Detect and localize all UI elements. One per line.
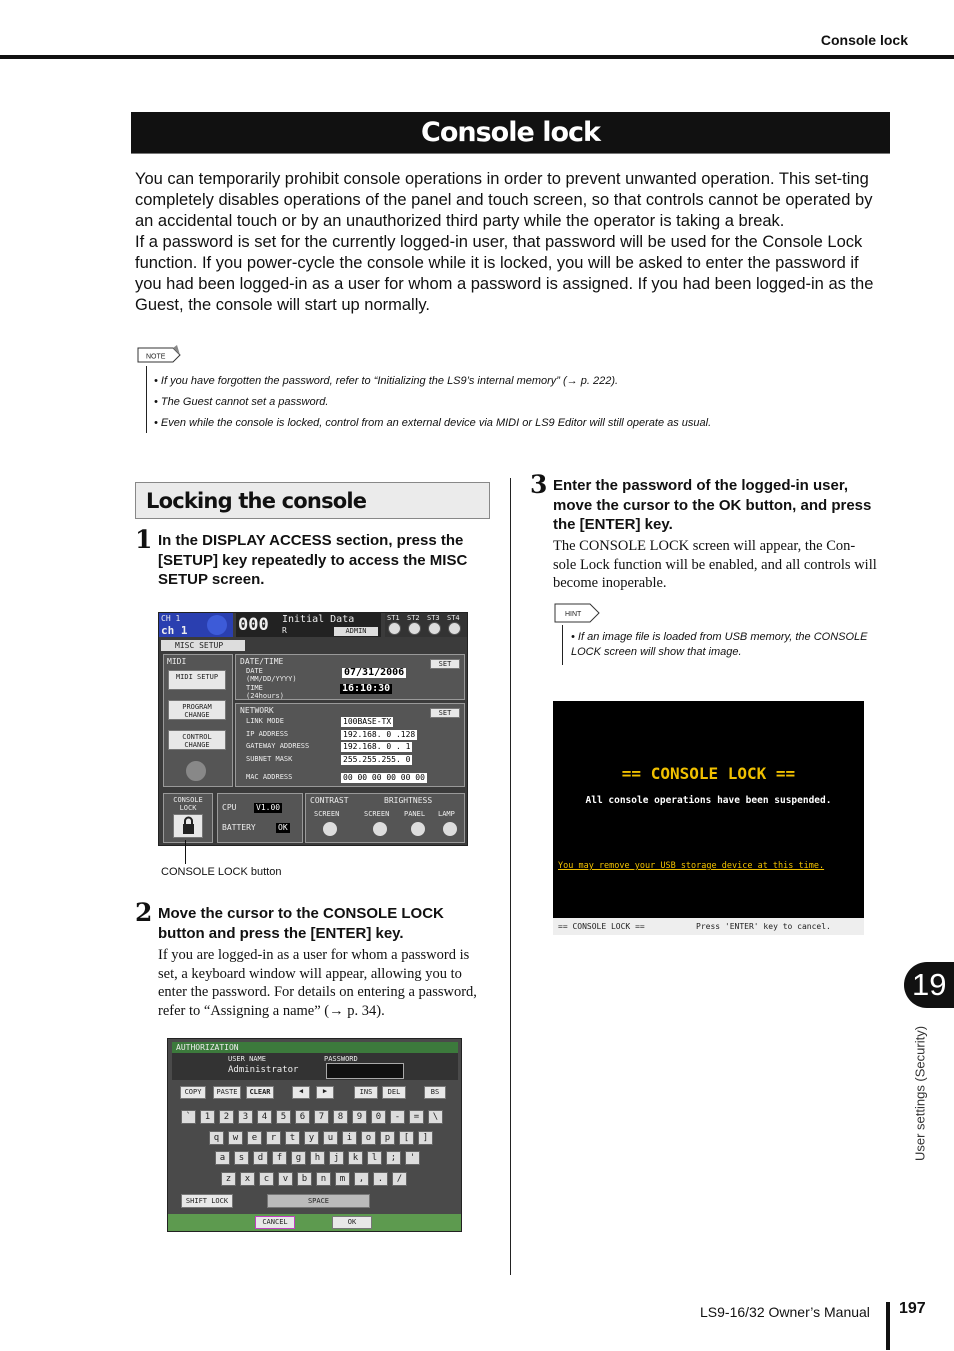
note-rule [146, 366, 147, 433]
st-knob[interactable] [388, 622, 401, 635]
hint-item: • If an image file is loaded from USB memory, the CONSOLE LOCK screen will show that image. [571, 631, 868, 658]
keyboard-key[interactable]: w [228, 1131, 243, 1145]
keyboard-key[interactable]: 9 [352, 1110, 367, 1124]
knob-label: LAMP [438, 810, 455, 818]
note-tag [137, 345, 181, 365]
page-number: 197 [899, 1300, 926, 1317]
st-label: ST4 [447, 614, 460, 622]
keyboard-key[interactable]: [ [399, 1131, 414, 1145]
section-heading: Locking the console [146, 489, 367, 513]
cpu-label: CPU [222, 803, 237, 812]
console-lock-button[interactable] [173, 814, 203, 838]
st-label: ST1 [387, 614, 400, 622]
knob-label: SCREEN [364, 810, 390, 818]
console-lock-title: == CONSOLE LOCK == [621, 764, 796, 783]
time-value[interactable]: 16:10:30 [342, 683, 391, 694]
brightness-label: BRIGHTNESS [384, 796, 433, 805]
net-row-value: 00 00 00 00 00 00 [343, 773, 425, 782]
ok-button[interactable]: OK [332, 1216, 372, 1229]
channel-number: CH 1 [161, 614, 181, 623]
network-set-button[interactable]: SET [430, 708, 460, 718]
hint-label: HINT [565, 611, 582, 618]
console-lock-label: CONSOLE LOCK [173, 796, 203, 812]
keyboard-key[interactable]: j [329, 1151, 344, 1165]
password-label: PASSWORD [324, 1055, 358, 1063]
keyboard-key[interactable]: y [304, 1131, 319, 1145]
datetime-set-button[interactable]: SET [430, 659, 460, 669]
keyboard-key[interactable]: / [392, 1172, 407, 1186]
datetime-panel [235, 654, 465, 700]
auth-title: AUTHORIZATION [172, 1042, 458, 1053]
st-label: ST3 [427, 614, 440, 622]
keyboard-key[interactable]: f [272, 1151, 287, 1165]
st-label: ST2 [407, 614, 420, 622]
keyboard-key[interactable]: r [266, 1131, 281, 1145]
keyboard-key[interactable]: a [215, 1151, 230, 1165]
net-row-label: LINK MODE [246, 717, 284, 725]
keyboard-key[interactable]: l [367, 1151, 382, 1165]
keyboard-key[interactable]: = [409, 1110, 424, 1124]
keyboard-key[interactable]: x [240, 1172, 255, 1186]
arrow-right-icon: ▶ [322, 1087, 328, 1095]
keyboard-key[interactable]: . [373, 1172, 388, 1186]
step-title: In the DISPLAY ACCESS section, press the [SETUP] key repeatedly to access the MISC SETUP screen. [158, 532, 468, 588]
console-lock-subtitle: All console operations have been suspended. [585, 795, 832, 806]
net-row-value[interactable]: 192.168. 0 .128 [343, 730, 416, 739]
knob-label: SCREEN [314, 810, 340, 818]
auth-footer [168, 1214, 461, 1231]
keyboard-key[interactable]: 3 [238, 1110, 253, 1124]
console-lock-screen [553, 701, 864, 935]
contrast-screen-knob[interactable] [322, 821, 338, 837]
note-item: • The Guest cannot set a password. [154, 396, 329, 408]
keyboard-key[interactable]: g [291, 1151, 306, 1165]
step-body: If you are logged-in as a user for whom a password is set, a keyboard window will appear, allowing you to enter the password. For details on entering a password, refer to “Assigning a name” (→ p. 34). [158, 947, 477, 1019]
step-number: 3 [530, 470, 548, 499]
chapter-number: 19 [912, 967, 947, 1002]
step-title: Enter the password of the logged-in user, move the cursor to the OK button, and press the [ENTER] key. [553, 477, 872, 533]
authorization-screen [167, 1038, 462, 1232]
scene-r: R [282, 626, 287, 635]
midi-knob[interactable] [185, 760, 207, 782]
keyboard-key[interactable]: v [278, 1172, 293, 1186]
keyboard-key[interactable]: e [247, 1131, 262, 1145]
net-row-label: SUBNET MASK [246, 755, 293, 763]
display-adjust-panel [305, 793, 465, 843]
keyboard-key[interactable]: 0 [371, 1110, 386, 1124]
channel-block [159, 613, 233, 637]
cancel-button[interactable]: CANCEL [255, 1216, 295, 1229]
date-label: DATE [246, 667, 263, 675]
space-button[interactable]: SPACE [267, 1194, 370, 1208]
keyboard-key[interactable]: c [259, 1172, 274, 1186]
status-right: Press 'ENTER' key to cancel. [696, 922, 831, 931]
keyboard-key[interactable]: n [316, 1172, 331, 1186]
keyboard-key[interactable]: - [390, 1110, 405, 1124]
note-label: NOTE [146, 353, 166, 361]
note-tag-icon [137, 345, 181, 365]
keyboard-key[interactable]: ' [405, 1151, 420, 1165]
keyboard-key[interactable]: 2 [219, 1110, 234, 1124]
keyboard-key[interactable]: 7 [314, 1110, 329, 1124]
program-change-button[interactable]: PROGRAM CHANGE [168, 700, 226, 720]
tab-misc-setup[interactable]: MISC SETUP [161, 640, 245, 651]
header-rule [0, 55, 954, 59]
figure-caption: CONSOLE LOCK button [161, 866, 282, 878]
note-item: • Even while the console is locked, control from an external device via MIDI or LS9 Editor will still operate as usual. [154, 417, 712, 429]
time-format: (24hours) [246, 692, 284, 700]
net-row-value[interactable]: 192.168. 0 . 1 [343, 742, 411, 751]
st-knob[interactable] [428, 622, 441, 635]
microphone-icon [207, 615, 227, 635]
brightness-panel-knob[interactable] [410, 821, 426, 837]
clear-button[interactable]: CLEAR [246, 1086, 274, 1099]
midi-setup-button[interactable]: MIDI SETUP [168, 670, 226, 690]
keyboard-key[interactable]: ` [181, 1110, 196, 1124]
net-row-label: IP ADDRESS [246, 730, 289, 738]
keyboard-key[interactable]: 4 [257, 1110, 272, 1124]
channel-name: ch 1 [161, 624, 188, 637]
date-value[interactable]: 07/31/2006 [344, 667, 405, 678]
cpu-value: V1.00 [256, 803, 281, 812]
hint-tag-icon [554, 601, 604, 625]
network-panel [235, 703, 465, 787]
usb-message: You may remove your USB storage device at this time. [558, 861, 825, 871]
keyboard-key[interactable]: z [221, 1172, 236, 1186]
keyboard-key[interactable]: 8 [333, 1110, 348, 1124]
chapter-tab [904, 962, 954, 1008]
keyboard-key[interactable]: 6 [295, 1110, 310, 1124]
keyboard-key[interactable]: o [361, 1131, 376, 1145]
net-row-label: MAC ADDRESS [246, 773, 293, 781]
ins-button[interactable]: INS [354, 1086, 378, 1099]
column-divider [510, 478, 511, 1275]
console-lock-panel [163, 793, 213, 843]
keyboard-key[interactable]: m [335, 1172, 350, 1186]
net-row-value[interactable]: 255.255.255. 0 [343, 755, 411, 764]
net-row-value[interactable]: 100BASE-TX [343, 717, 392, 726]
auth-fields [172, 1053, 458, 1080]
note-item: • If you have forgotten the password, refer to “Initializing the LS9’s internal memory” (→ p. 222). [154, 375, 619, 387]
keyboard-key[interactable]: 5 [276, 1110, 291, 1124]
lock-icon [174, 815, 202, 837]
network-label: NETWORK [240, 706, 274, 715]
scene-name: Initial Data [282, 614, 355, 625]
keyboard-key[interactable]: d [253, 1151, 268, 1165]
user-name-value: Administrator [228, 1065, 299, 1075]
brightness-lamp-knob[interactable] [442, 821, 458, 837]
knob-label: PANEL [404, 810, 426, 818]
hint-rule [562, 625, 563, 665]
keyboard-key[interactable]: p [380, 1131, 395, 1145]
keyboard-key[interactable]: b [297, 1172, 312, 1186]
footer-manual: LS9-16/32 Owner’s Manual [700, 1304, 870, 1320]
time-label: TIME [246, 684, 263, 692]
shift-lock-button[interactable]: SHIFT LOCK [181, 1194, 233, 1208]
console-lock-status-bar [553, 918, 864, 935]
note-list [154, 371, 874, 434]
arrow-left-icon: ◀ [298, 1087, 304, 1095]
keyboard-key[interactable]: , [354, 1172, 369, 1186]
paste-button[interactable]: PASTE [213, 1086, 241, 1099]
step-body: The CONSOLE LOCK screen will appear, the Con-sole Lock function will be enabled, and all controls will become inoperable. [553, 538, 877, 591]
midi-panel [163, 654, 233, 787]
battery-label: BATTERY [222, 823, 256, 832]
scene-number: 000 [238, 615, 269, 635]
page-title-bar [131, 112, 890, 154]
scene-block[interactable] [236, 613, 381, 637]
bs-button[interactable]: BS [424, 1086, 446, 1099]
keyboard-key[interactable]: ] [418, 1131, 433, 1145]
callout-line [185, 840, 186, 864]
del-button[interactable]: DEL [382, 1086, 406, 1099]
st-meters [385, 613, 468, 637]
battery-value: OK [278, 823, 288, 832]
date-format: (MM/DD/YYYY) [246, 675, 297, 683]
cursor-right-button[interactable] [316, 1086, 334, 1099]
misc-setup-screen [158, 612, 468, 846]
contrast-label: CONTRAST [310, 796, 349, 805]
keyboard-key[interactable]: u [323, 1131, 338, 1145]
st-knob[interactable] [408, 622, 421, 635]
copy-button[interactable]: COPY [180, 1086, 206, 1099]
system-info-panel [217, 793, 303, 843]
hint-tag [554, 601, 604, 625]
brightness-screen-knob[interactable] [372, 821, 388, 837]
net-row-label: GATEWAY ADDRESS [246, 742, 310, 750]
keyboard-key[interactable]: t [285, 1131, 300, 1145]
running-header: Console lock [820, 32, 908, 48]
st-knob[interactable] [448, 622, 461, 635]
user-badge: ADMIN [334, 627, 378, 636]
keyboard-key[interactable]: q [209, 1131, 224, 1145]
status-left: == CONSOLE LOCK == [558, 922, 645, 931]
control-change-button[interactable]: CONTROL CHANGE [168, 730, 226, 750]
intro-text [135, 169, 887, 316]
cursor-left-button[interactable] [292, 1086, 310, 1099]
step-title: Move the cursor to the CONSOLE LOCK button and press the [ENTER] key. [158, 905, 444, 942]
side-label: User settings (Security) [912, 1025, 928, 1162]
user-name-label: USER NAME [228, 1055, 266, 1063]
keyboard-key[interactable]: s [234, 1151, 249, 1165]
keyboard-key[interactable]: \ [428, 1110, 443, 1124]
midi-label: MIDI [167, 657, 187, 666]
keyboard-key[interactable]: ; [386, 1151, 401, 1165]
password-input[interactable] [326, 1063, 404, 1079]
page-title: Console lock [421, 117, 600, 148]
keyboard-key[interactable]: k [348, 1151, 363, 1165]
section-heading-box [135, 482, 490, 519]
intro-paragraph: If a password is set for the currently logged-in user, that password will be used for the Console Lock function. If you power-cycle the console while it is locked, you will be asked to enter the password if you had been logged-in as a user for whom a password is assigned. If you had been logged-in as the Guest, the console will start up normally. [135, 233, 874, 314]
keyboard-key[interactable]: i [342, 1131, 357, 1145]
step-number: 1 [135, 525, 153, 554]
footer-rule [886, 1302, 890, 1350]
intro-paragraph: You can temporarily prohibit console operations in order to prevent unwanted operation. This set-ting completely disables operations of the panel and touch screen, so that controls cannot be operated by an accidental touch or by an unauthorized third party while the operator is taking a break. [135, 170, 873, 230]
keyboard-key[interactable]: 1 [200, 1110, 215, 1124]
datetime-label: DATE/TIME [240, 657, 284, 666]
step-number: 2 [135, 898, 153, 927]
keyboard-key[interactable]: h [310, 1151, 325, 1165]
